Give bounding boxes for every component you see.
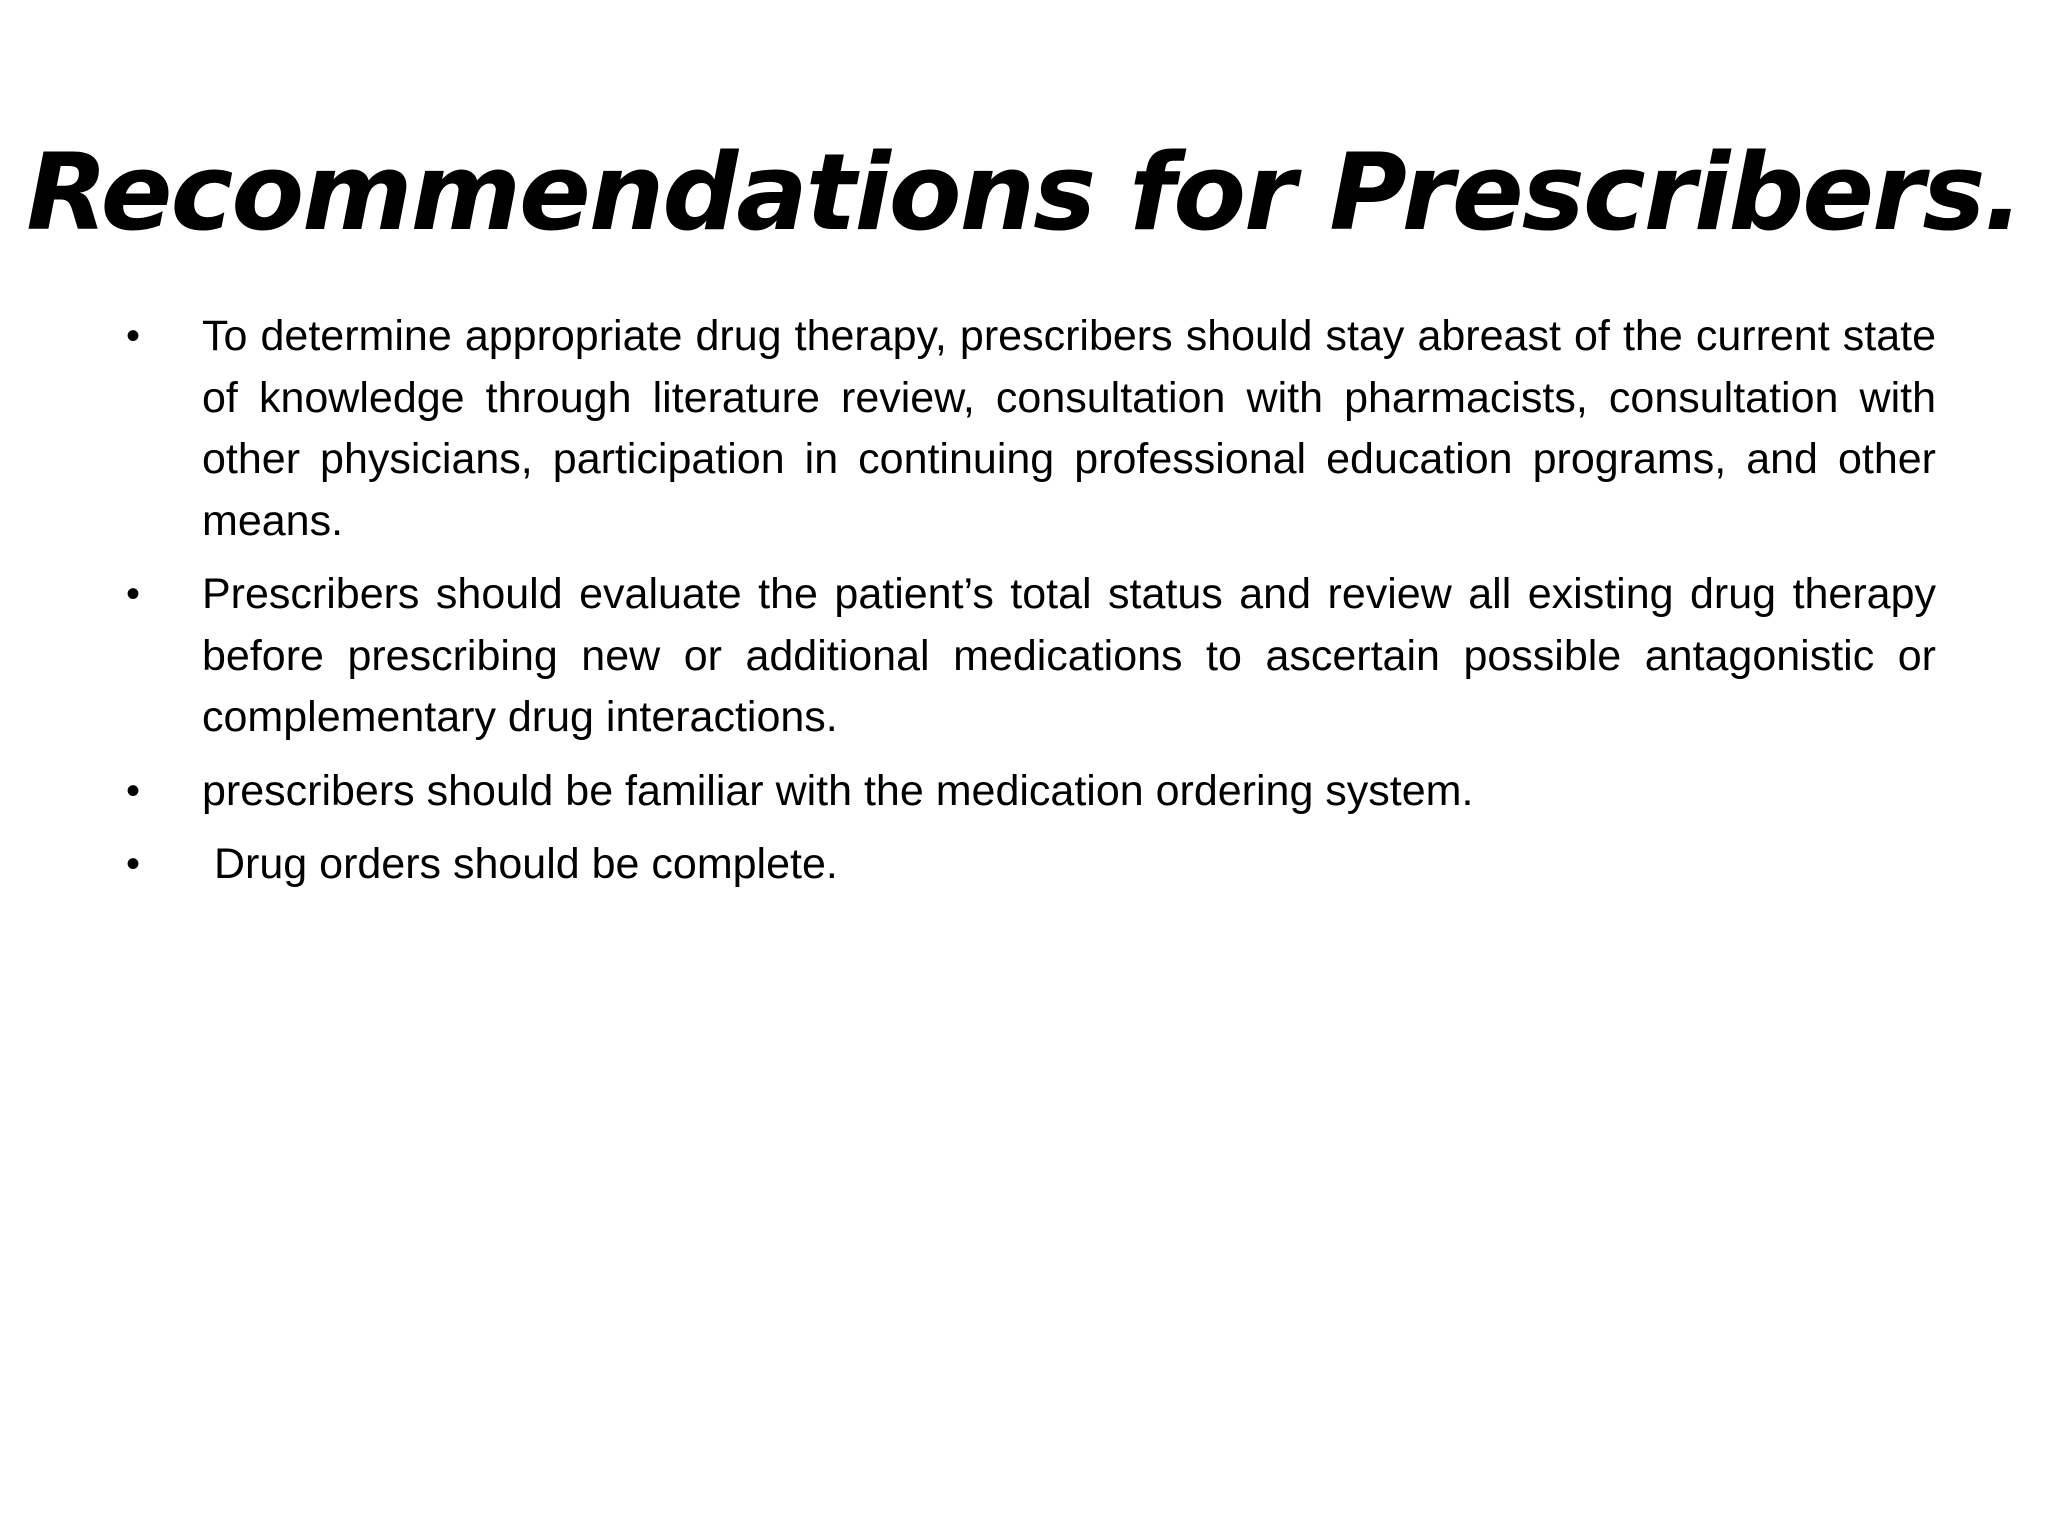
slide-title: Recommendations for Prescribers.	[26, 131, 2022, 254]
bullet-marker: •	[126, 768, 141, 813]
bullet-text: prescribers should be familiar with the medication ordering system.	[202, 766, 1474, 815]
bullet-marker: •	[126, 842, 141, 886]
bullet-text: Prescribers should evaluate the patient’s total status and review all existing drug therapy before prescribing new or additional medications to ascertain possible antagonistic or complementary drug interactions.	[202, 570, 1936, 741]
list-item	[116, 306, 1936, 552]
bullet-marker: •	[126, 572, 141, 616]
bullet-text: Drug orders should be complete.	[214, 840, 838, 888]
bullet-text: To determine appropriate drug therapy, prescribers should stay abreast of the current state of knowledge through literature review, consultation with pharmacists, consultation with other physicians, participation in continuing professional education programs, and other means.	[202, 312, 1936, 545]
list-item	[116, 834, 1936, 896]
list-item	[116, 761, 1936, 823]
list-item	[116, 564, 1936, 749]
bullet-list	[116, 306, 1936, 908]
bullet-marker: •	[126, 314, 141, 358]
